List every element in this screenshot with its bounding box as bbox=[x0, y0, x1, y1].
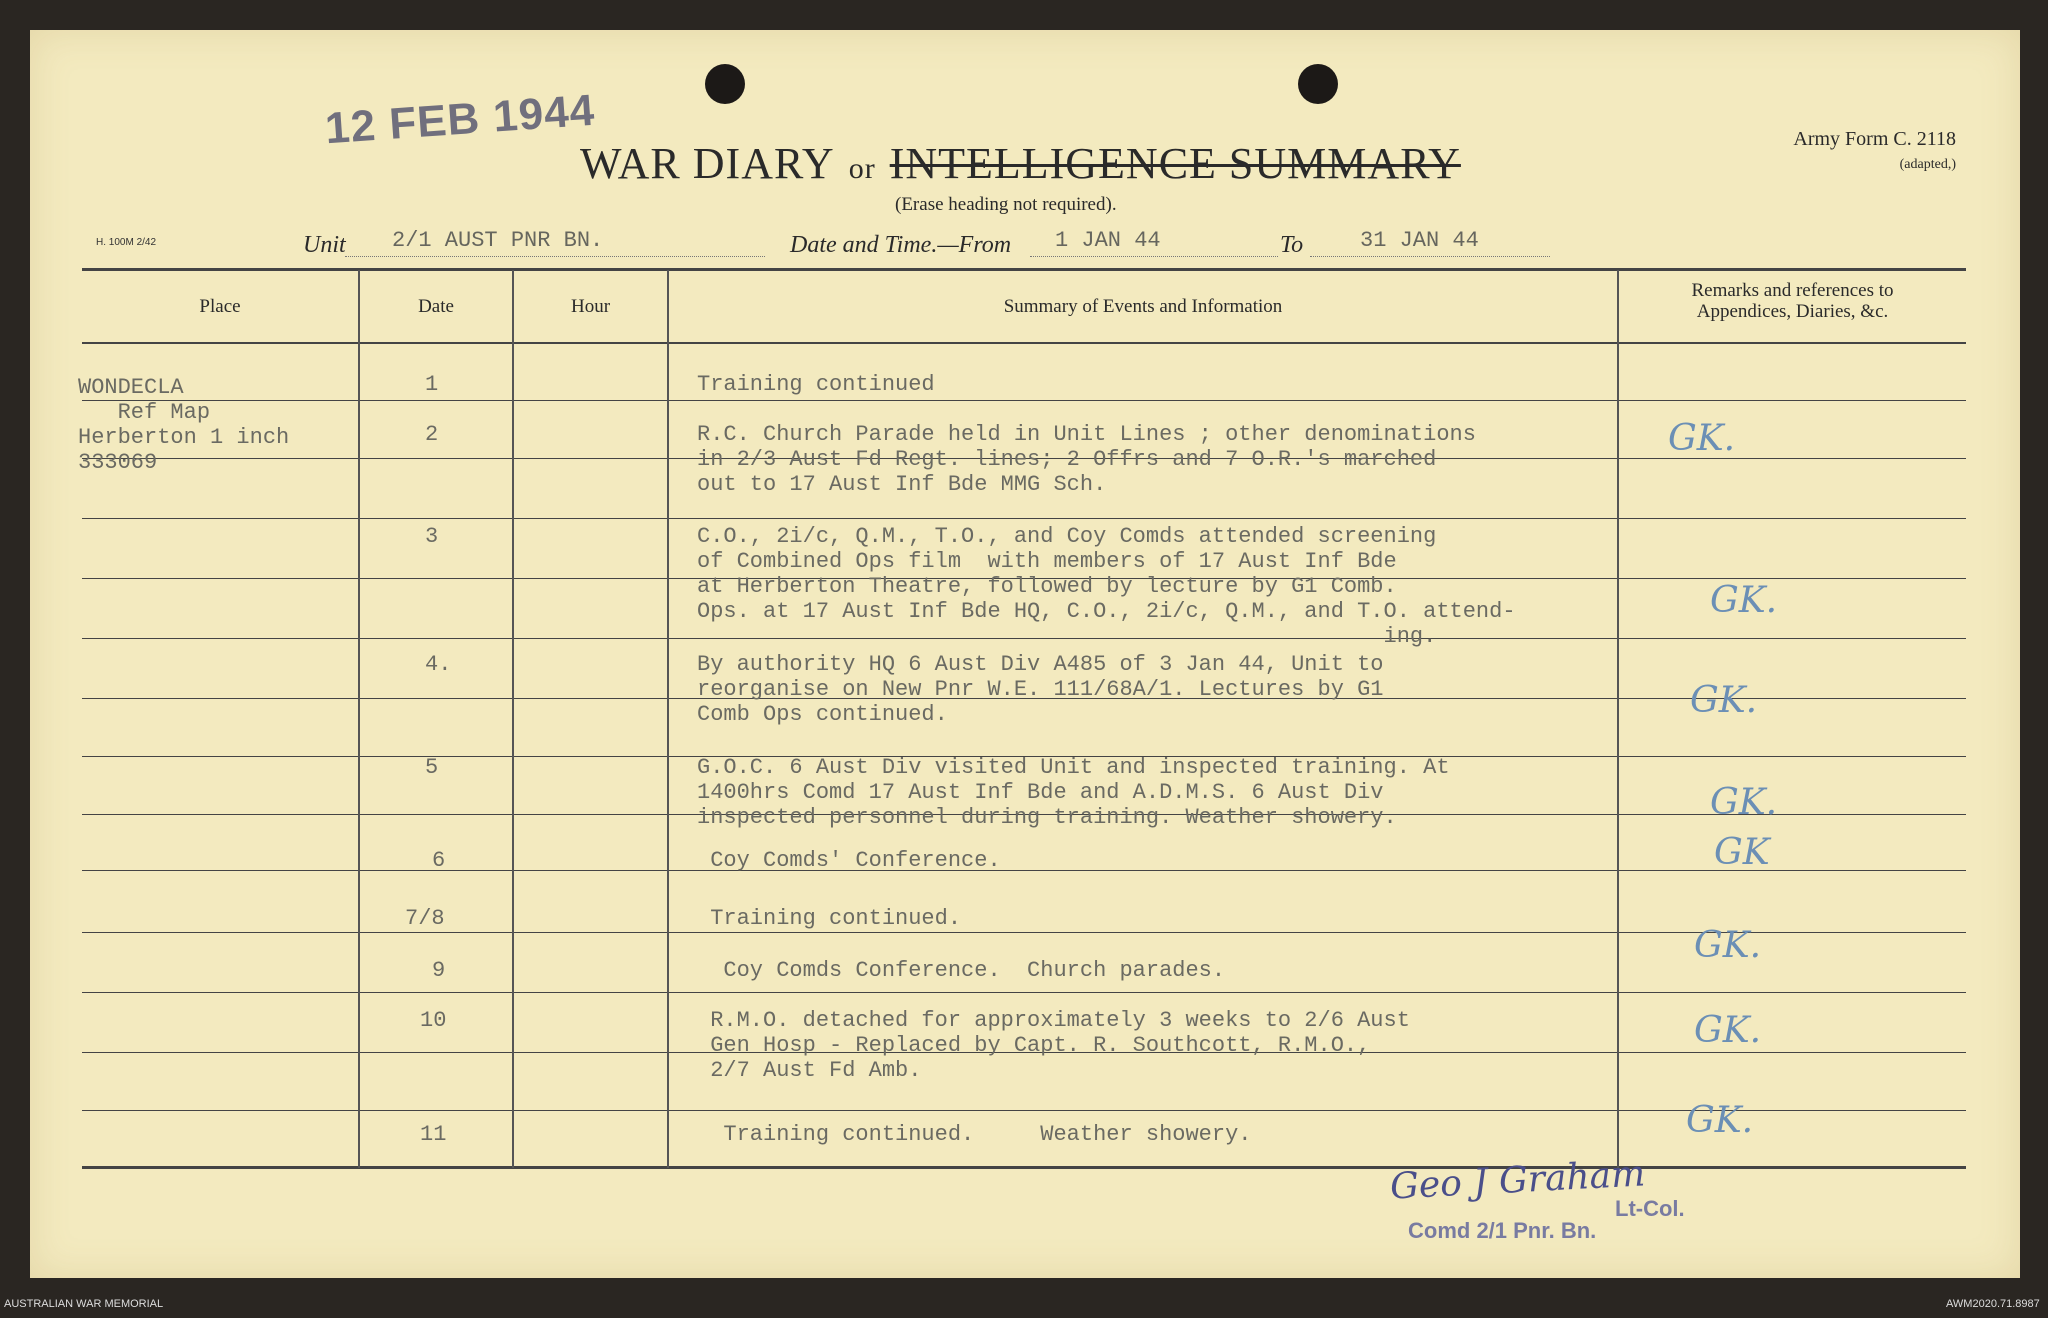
entry-summary: By authority HQ 6 Aust Div A485 of 3 Jan 44, Unit to reorganise on New Pnr W.E. 111/68A/1. Lectures by G1 Comb Ops continued. bbox=[697, 652, 1384, 727]
entry-summary: Training continued. Weather showery. bbox=[697, 1122, 1252, 1147]
date-from-label: Date and Time.—From bbox=[790, 232, 1012, 258]
unit-label: Unit bbox=[303, 232, 346, 258]
column-header-place: Place bbox=[199, 296, 241, 317]
remark-initials: GK. bbox=[1694, 925, 1762, 966]
row-rule bbox=[82, 400, 1966, 401]
header-rule bbox=[82, 342, 1966, 344]
punch-hole bbox=[1298, 64, 1338, 104]
title-main: WAR DIARY bbox=[580, 139, 835, 188]
remark-initials: GK. bbox=[1668, 418, 1736, 459]
entry-date: 9 bbox=[432, 958, 446, 983]
command-stamp: Comd 2/1 Pnr. Bn. bbox=[1408, 1218, 1597, 1243]
footer-id: AWM2020.71.8987 bbox=[1946, 1298, 2040, 1310]
remark-initials: GK. bbox=[1694, 1010, 1762, 1051]
erase-note: (Erase heading not required). bbox=[895, 194, 1117, 215]
date-to-label: To bbox=[1280, 232, 1304, 258]
footer-source: AUSTRALIAN WAR MEMORIAL bbox=[4, 1298, 164, 1310]
to-dotline bbox=[1310, 256, 1550, 257]
row-rule bbox=[82, 992, 1966, 993]
table-bottom-rule bbox=[82, 1166, 1966, 1169]
row-rule bbox=[82, 1110, 1966, 1111]
column-divider bbox=[358, 270, 360, 1168]
unit-dotline bbox=[345, 256, 765, 257]
entry-date: 2 bbox=[425, 422, 439, 447]
entry-summary: Coy Comds Conference. Church parades. bbox=[697, 958, 1226, 983]
entry-date: 1 bbox=[425, 372, 439, 397]
entry-summary: Training continued bbox=[697, 372, 935, 397]
entry-date: 10 bbox=[420, 1008, 447, 1033]
entry-date: 6 bbox=[432, 848, 446, 873]
punch-hole bbox=[705, 64, 745, 104]
column-header-summary: Summary of Events and Information bbox=[1003, 296, 1283, 317]
entry-summary: G.O.C. 6 Aust Div visited Unit and inspected training. At 1400hrs Comd 17 Aust Inf Bde and A.D.M.S. 6 Aust Div inspected personnel during training. Weather showery. bbox=[697, 755, 1450, 830]
remark-initials: GK. bbox=[1690, 680, 1758, 721]
entry-date: 3 bbox=[425, 524, 439, 549]
commander-signature: Geo J Graham bbox=[1389, 1153, 1647, 1208]
unit-value: 2/1 AUST PNR BN. bbox=[392, 228, 604, 253]
entry-summary: Training continued. bbox=[697, 906, 962, 931]
title-or: or bbox=[848, 152, 876, 185]
rank-stamp: Lt-Col. bbox=[1615, 1196, 1685, 1221]
form-title bbox=[580, 138, 1461, 189]
entry-summary: R.C. Church Parade held in Unit Lines ; other denominations in 2/3 Aust Fd Regt. lines; 2 Offrs and 7 O.R.'s marched out to 17 Aust Inf Bde MMG Sch. bbox=[697, 422, 1476, 497]
column-divider bbox=[1617, 270, 1619, 1168]
column-divider bbox=[512, 270, 514, 1168]
entry-date: 4. bbox=[425, 652, 452, 677]
table-top-rule bbox=[82, 268, 1966, 271]
column-header-hour: Hour bbox=[570, 296, 611, 317]
from-dotline bbox=[1030, 256, 1278, 257]
entry-date: 7/8 bbox=[405, 906, 445, 931]
army-form-adapted: (adapted,) bbox=[1899, 157, 1956, 172]
column-header-date: Date bbox=[418, 296, 454, 317]
army-form-name: Army Form C. 2118 bbox=[1793, 128, 1956, 150]
remark-initials: GK. bbox=[1710, 580, 1778, 621]
row-rule bbox=[82, 518, 1966, 519]
remark-initials: GK bbox=[1714, 832, 1770, 873]
received-date-stamp: 12 FEB 1944 bbox=[323, 85, 597, 154]
entry-summary: Coy Comds' Conference. bbox=[697, 848, 1001, 873]
place-cell: WONDECLA Ref Map Herberton 1 inch 333069 bbox=[78, 375, 290, 475]
remark-initials: GK. bbox=[1686, 1100, 1754, 1141]
army-form-number bbox=[1776, 128, 1956, 173]
column-header-remarks: Remarks and references to Appendices, Diaries, &c. bbox=[1691, 280, 1894, 322]
date-to-value: 31 JAN 44 bbox=[1360, 228, 1479, 253]
date-from-value: 1 JAN 44 bbox=[1055, 228, 1161, 253]
entry-date: 5 bbox=[425, 755, 439, 780]
column-divider bbox=[667, 270, 669, 1168]
title-struck: INTELLIGENCE SUMMARY bbox=[889, 139, 1461, 188]
entry-summary: R.M.O. detached for approximately 3 weeks to 2/6 Aust Gen Hosp - Replaced by Capt. R. Southcott, R.M.O., 2/7 Aust Fd Amb. bbox=[710, 1008, 1410, 1083]
form-code: H. 100M 2/42 bbox=[96, 237, 157, 248]
row-rule bbox=[82, 870, 1966, 871]
remark-initials: GK. bbox=[1710, 782, 1778, 823]
row-rule bbox=[82, 932, 1966, 933]
entry-date: 11 bbox=[420, 1122, 447, 1147]
entry-summary: C.O., 2i/c, Q.M., T.O., and Coy Comds attended screening of Combined Ops film with members of 17 Aust Inf Bde at Herberton Theatre, followed by lecture by G1 Comb. Ops. at 17 Aust Inf Bde HQ, C.O., 2i/c, Q.M., and T.O. attend- ing. bbox=[697, 524, 1516, 649]
